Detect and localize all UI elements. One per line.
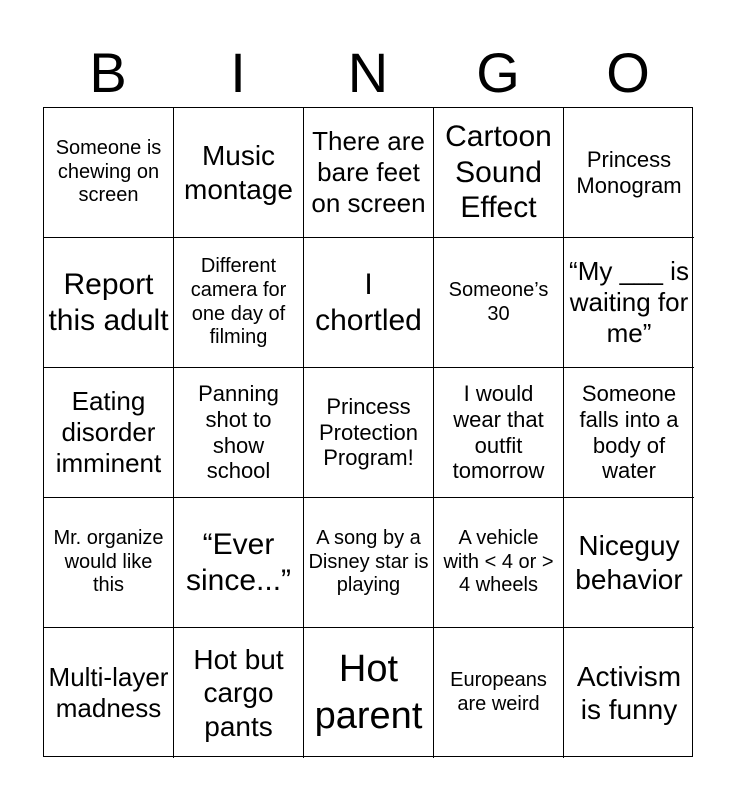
bingo-cell-r5c2[interactable]: Hot but cargo pants (174, 628, 304, 758)
bingo-cell-r5c4[interactable]: Europeans are weird (434, 628, 564, 758)
bingo-cell-r2c4[interactable]: Someone’s 30 (434, 238, 564, 368)
bingo-header (43, 40, 693, 106)
bingo-cell-r5c1[interactable]: Multi-layer madness (44, 628, 174, 758)
bingo-cell-r1c4[interactable]: Cartoon Sound Effect (434, 108, 564, 238)
bingo-cell-r3c4[interactable]: I would wear that outfit tomorrow (434, 368, 564, 498)
bingo-cell-r2c3[interactable]: I chortled (304, 238, 434, 368)
bingo-board (43, 107, 693, 757)
header-letter-g: G (476, 41, 520, 104)
bingo-cell-r5c3[interactable]: Hot parent (304, 628, 434, 758)
header-letter-b: B (89, 41, 127, 104)
bingo-cell-r3c1[interactable]: Eating disorder imminent (44, 368, 174, 498)
header-letter-i: I (230, 41, 246, 104)
header-letter-n: N (347, 41, 389, 104)
bingo-cell-r4c5[interactable]: Niceguy behavior (564, 498, 694, 628)
bingo-cell-r1c1[interactable]: Someone is chewing on screen (44, 108, 174, 238)
bingo-cell-r1c5[interactable]: Princess Monogram (564, 108, 694, 238)
bingo-cell-r4c4[interactable]: A vehicle with < 4 or > 4 wheels (434, 498, 564, 628)
bingo-cell-r4c3[interactable]: A song by a Disney star is playing (304, 498, 434, 628)
bingo-cell-r3c2[interactable]: Panning shot to show school (174, 368, 304, 498)
bingo-cell-r3c5[interactable]: Someone falls into a body of water (564, 368, 694, 498)
bingo-cell-r2c2[interactable]: Different camera for one day of filming (174, 238, 304, 368)
bingo-cell-r2c5[interactable]: “My ___ is waiting for me” (564, 238, 694, 368)
bingo-cell-r4c1[interactable]: Mr. organize would like this (44, 498, 174, 628)
bingo-cell-r1c3[interactable]: There are bare feet on screen (304, 108, 434, 238)
bingo-cell-r2c1[interactable]: Report this adult (44, 238, 174, 368)
bingo-cell-r5c5[interactable]: Activism is funny (576, 660, 682, 725)
bingo-cell-r1c2[interactable]: Music montage (174, 108, 304, 238)
bingo-cell-r4c2[interactable]: “Ever since...” (174, 498, 304, 628)
bingo-cell-r3c3[interactable]: Princess Protection Program! (304, 368, 434, 498)
header-letter-o: O (606, 41, 650, 104)
